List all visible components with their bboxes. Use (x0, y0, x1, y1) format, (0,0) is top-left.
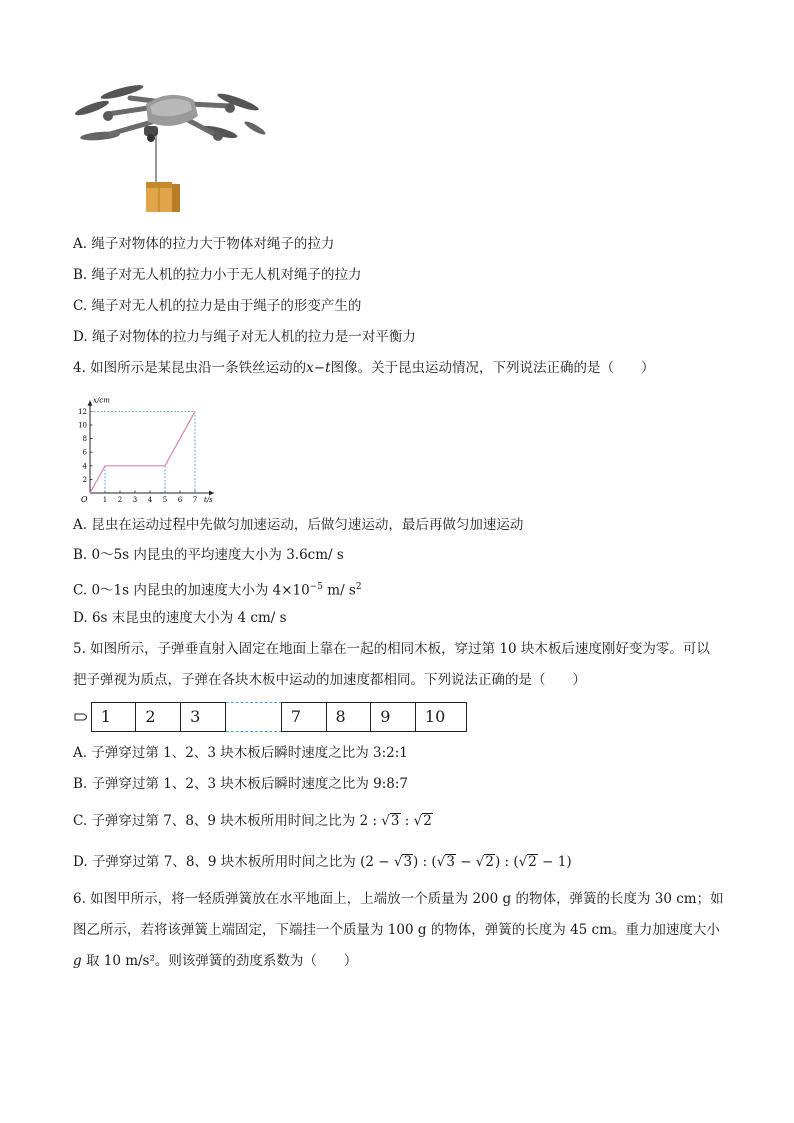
board: 10 (415, 702, 467, 732)
xt-chart (70, 385, 220, 505)
x-axis-label: t/s (204, 496, 213, 504)
q3-option-a: A. 绳子对物体的拉力大于物体对绳子的拉力 (73, 236, 335, 252)
q5-stem-line2: 把子弹视为质点，子弹在各块木板中运动的加速度都相同。下列说法正确的是（ ） (73, 672, 586, 688)
q3-option-d: D. 绳子对物体的拉力与绳子对无人机的拉力是一对平衡力 (73, 329, 416, 345)
q6-line1: 6. 如图甲所示，将一轻质弹簧放在水平地面上，上端放一个质量为 200 g 的物体，弹簧的长度为 30 cm；如 (73, 891, 724, 907)
x-tick-label: 6 (177, 496, 183, 504)
q3-option-c: C. 绳子对无人机的拉力是由于绳子的形变产生的 (73, 298, 362, 314)
ratio-formula-c: 2 : √3 : √2 (359, 813, 432, 829)
wooden-boards-diagram (92, 702, 467, 732)
series-segment (165, 411, 195, 465)
q5-stem-line1: 5. 如图所示，子弹垂直射入固定在地面上靠在一起的相同木板，穿过第 10 块木板后速度刚好变为零。可以 (73, 641, 710, 657)
q4-stem: 4. 如图所示是某昆虫沿一条铁丝运动的x−t图像。关于昆虫运动情况，下列说法正确的是（ ） (73, 360, 655, 376)
x-tick-label: 5 (162, 496, 168, 504)
y-tick-label: 6 (82, 448, 87, 457)
y-tick-label: 2 (82, 475, 87, 484)
q4-option-a: A. 昆虫在运动过程中先做匀加速运动，后做匀速运动，最后再做匀加速运动 (73, 517, 524, 533)
q4-option-c: C. 0～1s 内昆虫的加速度大小为 $4\times 10^{-5}$ m/ $s^2$ (73, 582, 362, 599)
x-tick-label: 2 (117, 496, 123, 504)
origin-label: O (81, 495, 88, 504)
q6-line2: 图乙所示，若将该弹簧上端固定，下端挂一个质量为 100 g 的物体，弹簧的长度为 45 cm。重力加速度大小 (73, 922, 720, 938)
q5-option-a: A. 子弹穿过第 1、2、3 块木板后瞬时速度之比为 3:2:1 (73, 745, 408, 761)
board: 7 (281, 702, 327, 732)
bullet-icon (74, 712, 90, 722)
drone-illustration (70, 70, 270, 220)
x-tick-label: 3 (132, 496, 138, 504)
board: 9 (370, 702, 416, 732)
q5-option-b: B. 子弹穿过第 1、2、3 块木板后瞬时速度之比为 9:8:7 (73, 776, 409, 792)
q5-option-c: C. 子弹穿过第 7、8、9 块木板所用时间之比为 2 : √3 : √2 (73, 813, 432, 829)
y-tick-label: 8 (82, 435, 87, 444)
board: 2 (135, 702, 181, 732)
x-tick-label: 7 (192, 496, 198, 504)
y-axis-arrow (88, 401, 93, 406)
q5-option-d: D. 子弹穿过第 7、8、9 块木板所用时间之比为 (2 − √3) : (√3 − √2) : (√2 − 1) (73, 854, 572, 870)
x-axis-arrow (209, 491, 214, 496)
q4-option-d: D. 6s 末昆虫的速度大小为 4 cm/ s (73, 610, 287, 626)
board: 3 (180, 702, 226, 732)
y-tick-label: 10 (78, 421, 87, 430)
y-axis-label: x/cm (93, 396, 110, 405)
omitted-boards-gap (226, 702, 282, 732)
board: 8 (326, 702, 372, 732)
y-tick-label: 12 (78, 407, 87, 416)
x-tick-label: 1 (102, 496, 108, 504)
ratio-formula-d: (2 − √3) : (√3 − √2) : (√2 − 1) (360, 854, 572, 870)
q3-option-b: B. 绳子对无人机的拉力小于无人机对绳子的拉力 (73, 267, 362, 283)
q6-line3: g 取 10 m/s²。则该弹簧的劲度系数为（ ） (73, 953, 358, 969)
board: 1 (91, 702, 137, 732)
q4-option-b: B. 0～5s 内昆虫的平均速度大小为 3.6cm/ s (73, 547, 344, 563)
y-tick-label: 4 (82, 462, 87, 471)
x-tick-label: 4 (147, 496, 153, 504)
